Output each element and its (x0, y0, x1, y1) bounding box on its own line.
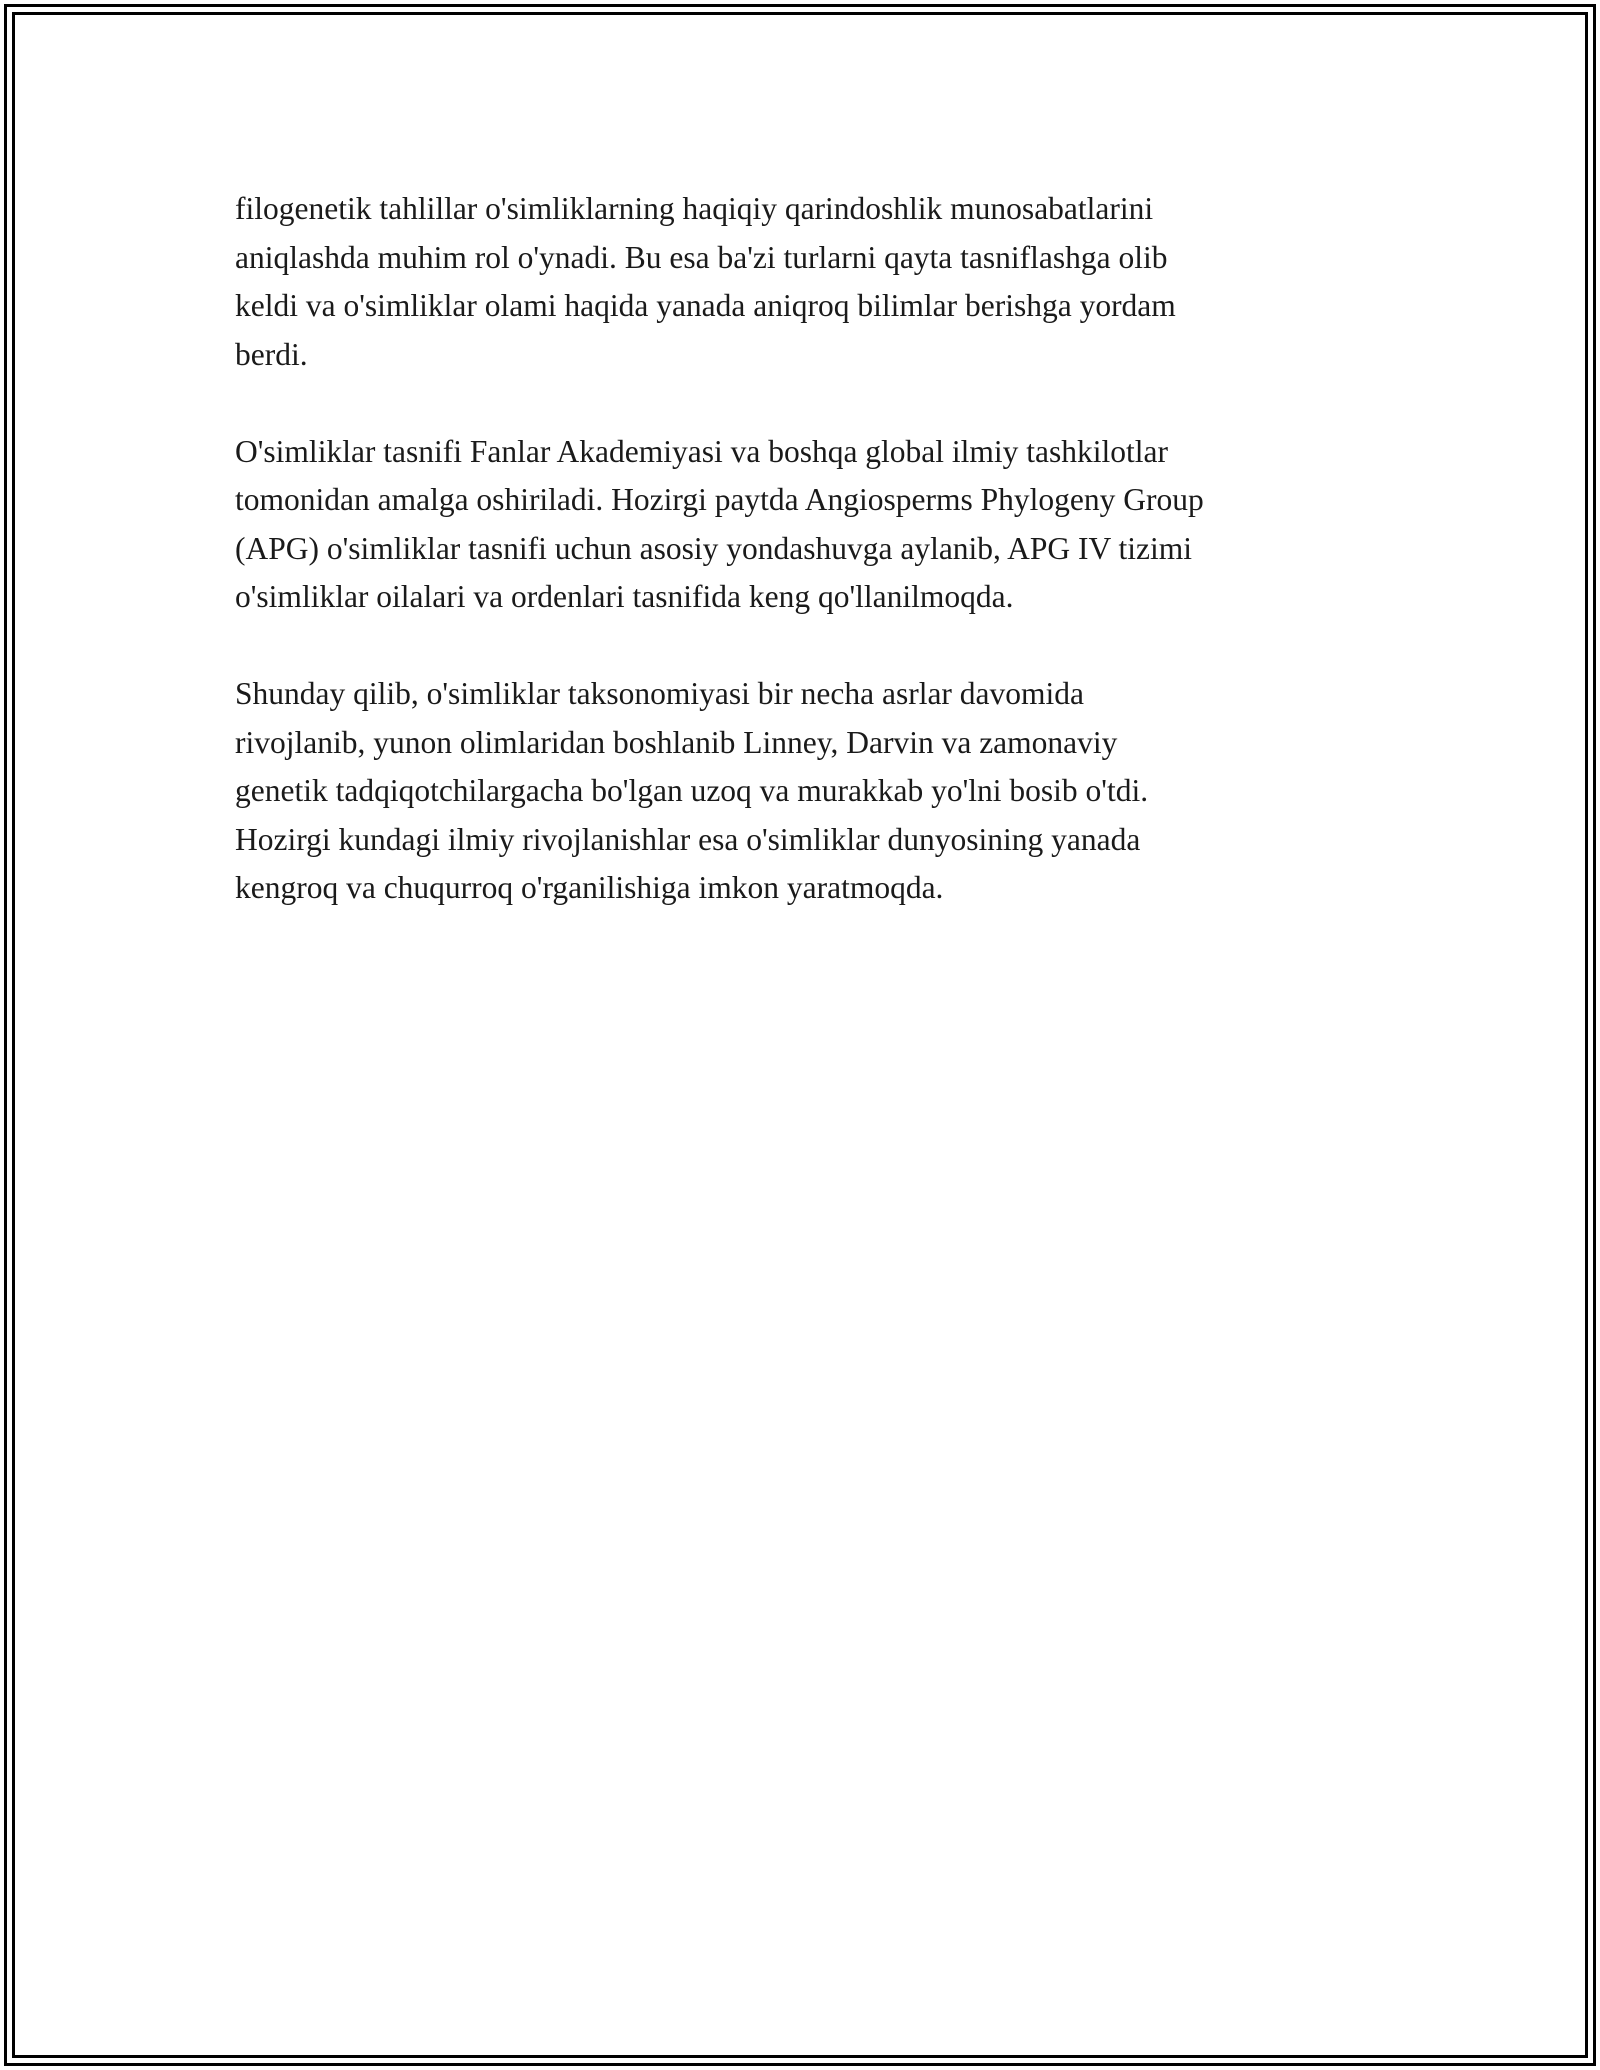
paragraph-1 (235, 185, 1375, 379)
text-line: Hozirgi kundagi ilmiy rivojlanishlar esa o'simliklar dunyosining yanada (235, 821, 1141, 857)
text-line: rivojlanib, yunon olimlaridan boshlanib Linney, Darvin va zamonaviy (235, 724, 1118, 760)
text-line: genetik tadqiqotchilargacha bo'lgan uzoq va murakkab yo'lni bosib o'tdi. (235, 773, 1149, 808)
text-line: kengroq va chuqurroq o'rganilishiga imkon yaratmoqda. (235, 870, 944, 905)
text-line: berdi. (235, 336, 308, 372)
text-line: (APG) o'simliklar tasnifi uchun asosiy yondashuvga aylanib, APG IV tizimi (235, 530, 1192, 566)
text-line: o'simliklar oilalari va ordenlari tasnifida keng qo'llanilmoqda. (235, 579, 1014, 614)
document-body (235, 185, 1375, 961)
text-line: keldi va o'simliklar olami haqida yanada aniqroq bilimlar berishga yordam (235, 288, 1176, 323)
text-line: aniqlashda muhim rol o'ynadi. Bu esa ba'zi turlarni qayta tasniflashga olib (235, 239, 1168, 275)
text-line: tomonidan amalga oshiriladi. Hozirgi paytda Angiosperms Phylogeny Group (235, 482, 1204, 517)
paragraph-3 (235, 670, 1375, 913)
paragraph-2 (235, 428, 1375, 622)
text-line: Shunday qilib, o'simliklar taksonomiyasi bir necha asrlar davomida (235, 676, 1085, 711)
text-line: filogenetik tahlillar o'simliklarning haqiqiy qarindoshlik munosabatlarini (235, 191, 1154, 226)
text-line: O'simliklar tasnifi Fanlar Akademiyasi va boshqa global ilmiy tashkilotlar (235, 433, 1169, 469)
